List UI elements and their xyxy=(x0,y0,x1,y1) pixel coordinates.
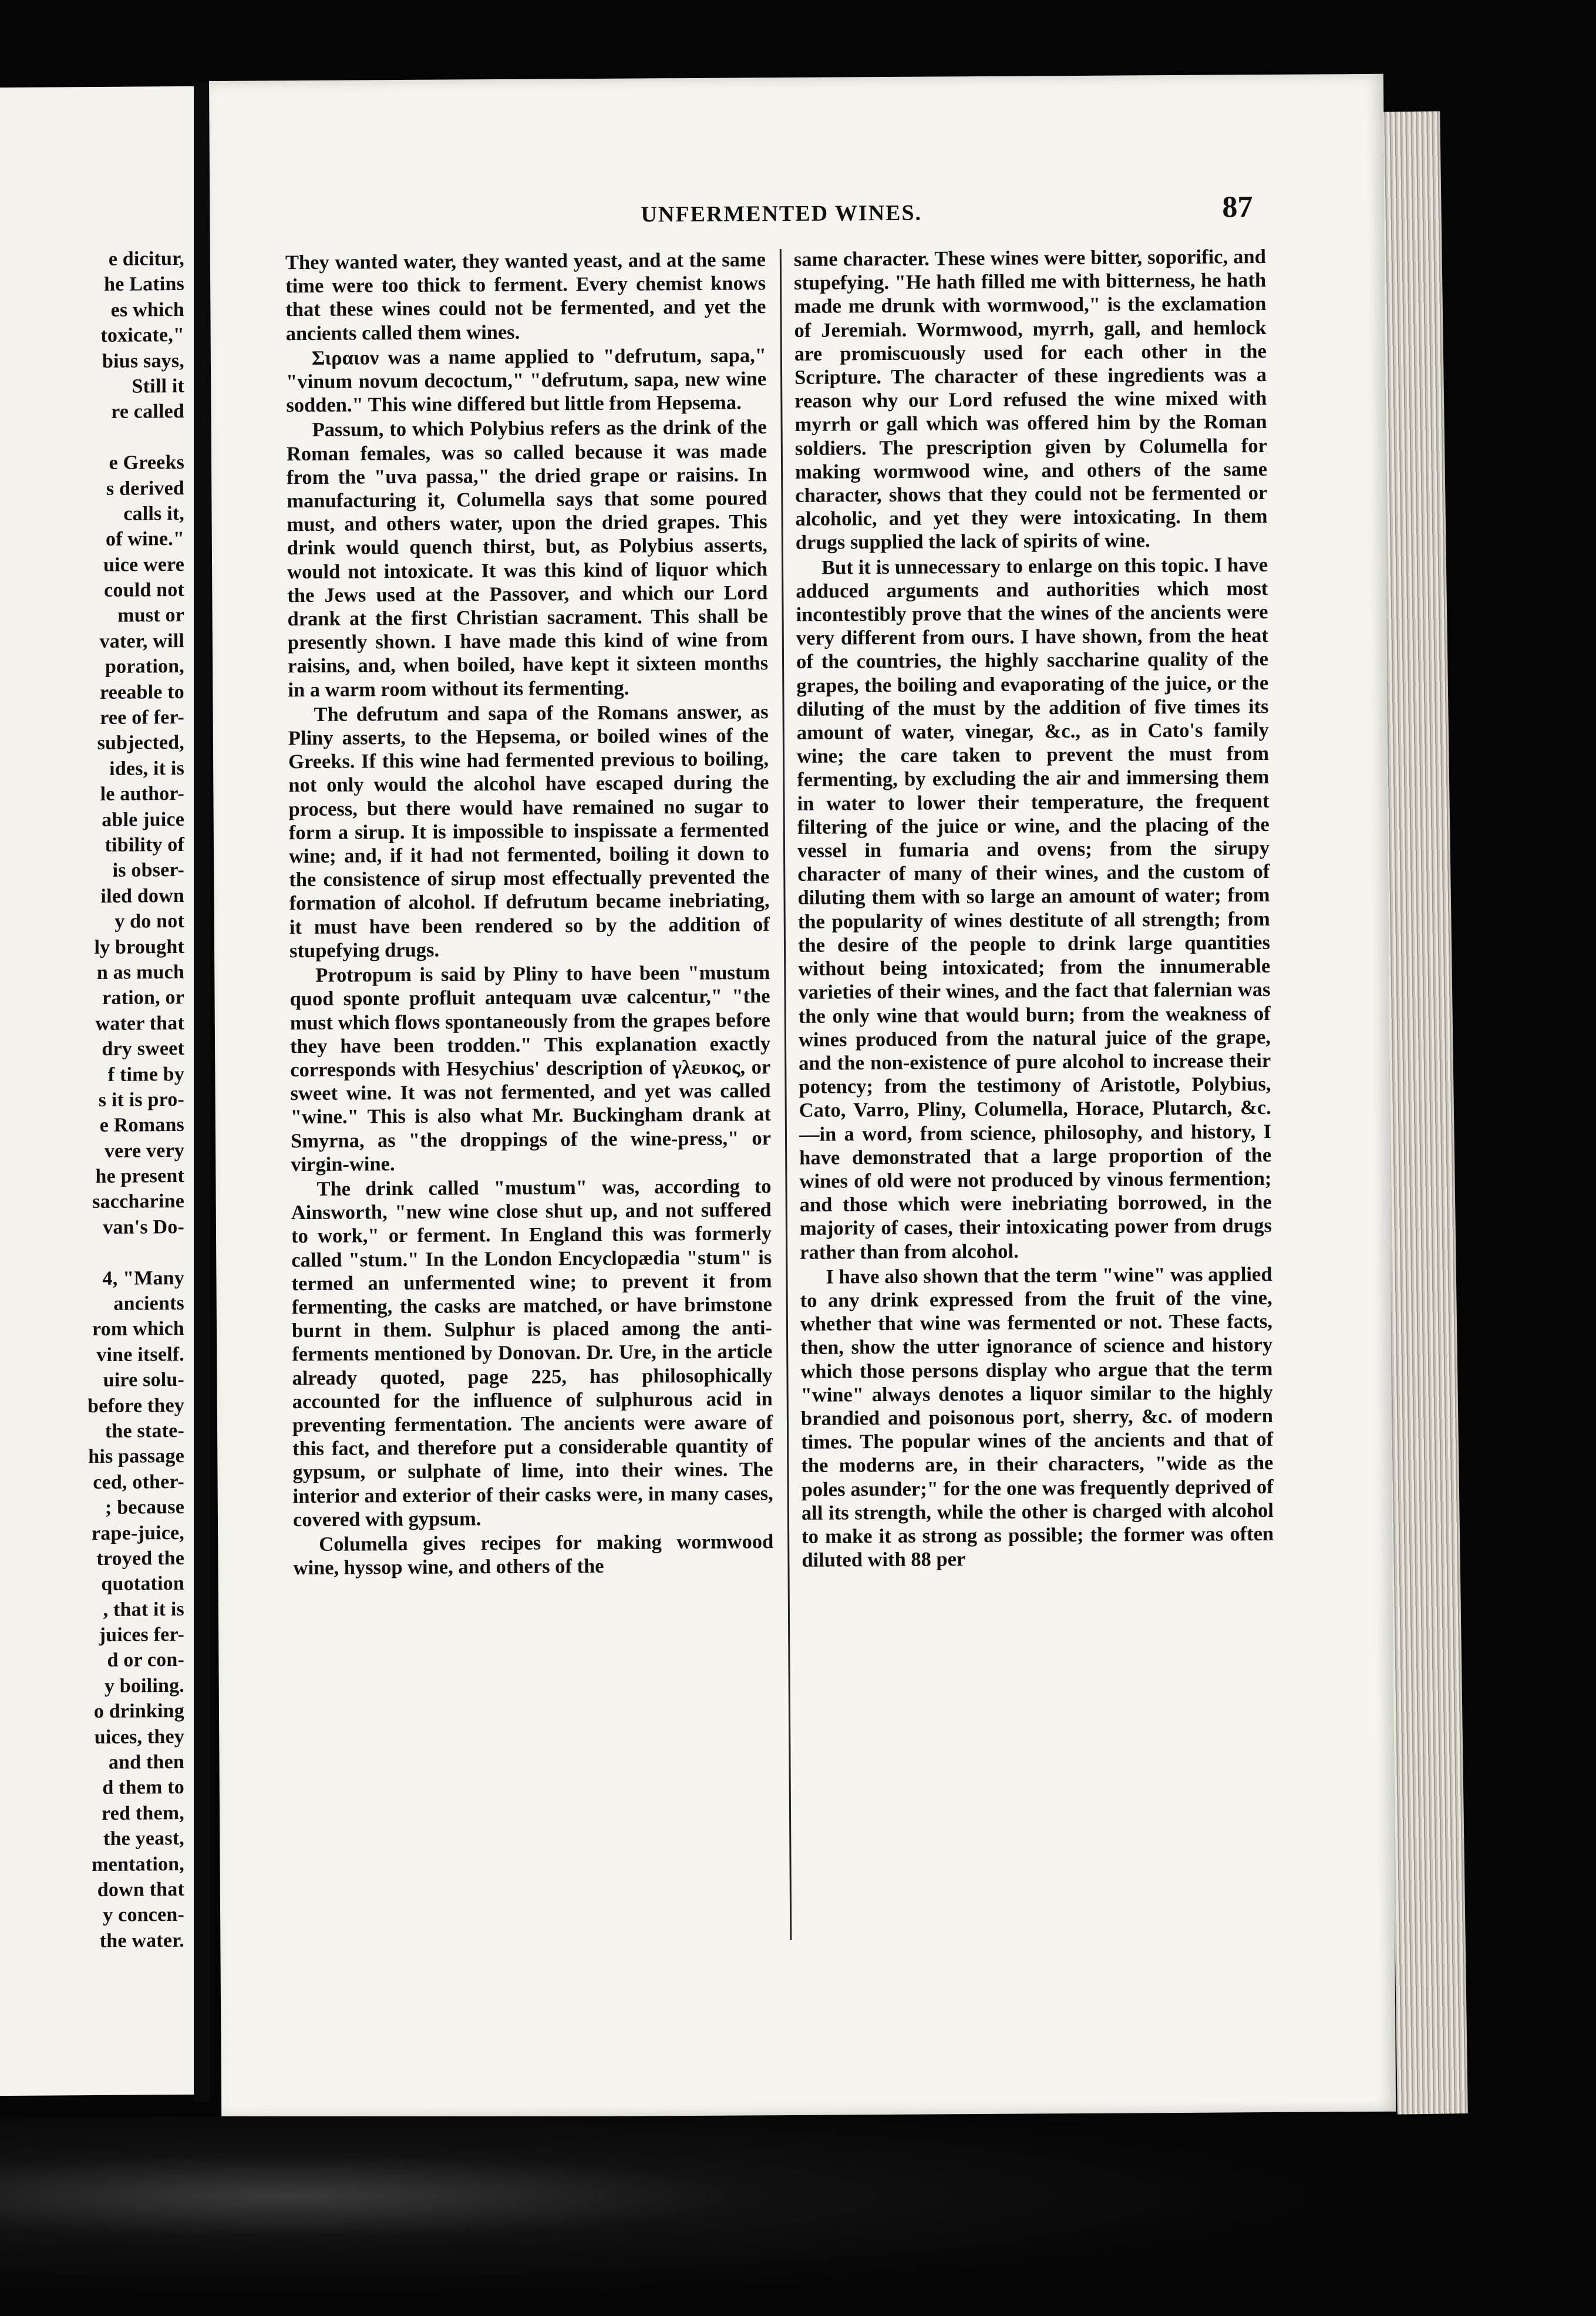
facing-page-line: re called xyxy=(111,400,184,423)
facing-page-line: bius says, xyxy=(102,349,184,372)
paragraph: same character. These wines were bitter, soporific, and stupefying. "He hath filled me with bitterness, he hath made me drunk with wormwood," is the exclamation of Jeremiah. Wormwood, myrrh, gall, and hemlock are promiscuously used for each other in the Scripture. The character of these ingredients was a reason why our Lord refused the wine mixed with myrrh or gall which was offered him by the Roman soldiers. The prescription given by Columella for making wormwood wine, and others of the same character, shows that they could not be fermented or alcoholic, and yet they were intoxicating. In them drugs supplied the lack of spirits of wine. xyxy=(793,245,1268,554)
paragraph: Protropum is said by Pliny to have been "mustum quod sponte profluit antequam uvæ calcentur," "the must which flows spontaneously from the grapes before they have been trodden." This explanation exactly corresponds with Hesychius' description of γλευκος, or sweet wine. It was not fermented, and yet was called "wine." This is also what Mr. Buckingham drank at Smyrna, as "the droppings of the wine-press," or virgin-wine. xyxy=(289,961,772,1176)
page-number: 87 xyxy=(1222,190,1253,224)
facing-page-line: toxicate," xyxy=(100,324,184,347)
facing-page-line: water that xyxy=(95,1012,184,1035)
facing-page-line: the yeast, xyxy=(103,1827,184,1850)
book-page xyxy=(209,74,1396,2119)
facing-page-line: s it is pro- xyxy=(98,1088,184,1111)
facing-page-line: his passage xyxy=(88,1445,184,1468)
facing-page-line: n as much xyxy=(96,961,184,984)
paragraph: They wanted water, they wanted yeast, and at the same time were too thick to ferment. Every chemist knows that these wines could not be fermented, and yet the ancients called them wines. xyxy=(285,248,766,345)
facing-page-line: iled down xyxy=(100,884,184,907)
facing-page-line: he Latins xyxy=(104,273,184,296)
facing-page-line: vine itself. xyxy=(96,1343,184,1366)
column-divider xyxy=(780,249,792,1940)
facing-page-line: quotation xyxy=(101,1573,184,1595)
facing-page-line: the state- xyxy=(105,1419,184,1442)
facing-page-line: van's Do- xyxy=(103,1216,184,1238)
facing-page-line: he present xyxy=(95,1165,184,1188)
facing-page-line: y boiling. xyxy=(104,1674,184,1697)
facing-page-fragment xyxy=(0,86,194,2096)
paragraph: Columella gives recipes for making wormwood wine, hyssop wine, and others of the xyxy=(293,1530,774,1580)
facing-page-line: , that it is xyxy=(103,1598,184,1621)
facing-page-line: e Greeks xyxy=(109,452,184,474)
facing-page-line: troyed the xyxy=(96,1547,184,1570)
page-header xyxy=(210,190,1267,240)
facing-page-line: le author- xyxy=(100,783,184,806)
paragraph: The drink called "mustum" was, according to Ainsworth, "new wine close shut up, and not suffered to work," or ferment. In England this was formerly called "stum." In the London Encyclopædia "stum" is termed an unfermented wine; to prevent it from fermenting, the casks are matched, or have brimstone burnt in them. Sulphur is placed among the anti-ferments mentioned by Donovan. Dr. Ure, in the article already quoted, page 225, has philosophically accounted for the influence of sulphurous acid in preventing fermentation. The ancients were aware of this fact, and therefore put a considerable quantity of gypsum, or sulphate of lime, into their wines. The interior and exterior of their casks were, in many cases, covered with gypsum. xyxy=(291,1175,773,1531)
facing-page-line: poration, xyxy=(105,655,184,678)
paragraph: The defrutum and sapa of the Romans answer, as Pliny asserts, to the Hepsema, or boiled wines of the Greeks. If this wine had fermented previous to boiling, not only would the alcohol have escaped during the process, but there would have remained no sugar to form a sirup. It is impossible to inspissate a fermented wine; and, if it had not fermented, boiling it down to the consistence of sirup most effectually prevented the formation of alcohol. If defrutum became inebriating, it must have been rendered so by the addition of stupefying drugs. xyxy=(288,701,770,962)
facing-page-line: e Romans xyxy=(99,1114,184,1137)
facing-page-line: rape-juice, xyxy=(92,1521,184,1544)
facing-page-line: e dicitur, xyxy=(108,247,184,270)
facing-page-line: of wine." xyxy=(106,528,184,551)
facing-page-line: ration, or xyxy=(102,987,184,1009)
facing-page-line: rom which xyxy=(92,1318,184,1341)
book-gutter xyxy=(194,82,210,2102)
facing-page-line: tibility of xyxy=(105,833,184,856)
paragraph: Passum, to which Polybius refers as the drink of the Roman females, was so called because it was made from the "uva passa," the dried grape or raisins. In manufacturing it, Columella says that some poured must, and others water, upon the dried grapes. This drink would quench thirst, but, as Polybius asserts, would not intoxicate. It was this kind of liquor which the Jews used at the Passover, and which our Lord drank at the first Christian sacrament. This shall be presently shown. I have made this kind of wine from raisins, and, when boiled, have kept it sixteen months in a warm room without its fermenting. xyxy=(286,416,769,701)
scan-background xyxy=(0,2116,1596,2316)
paragraph: I have also shown that the term "wine" was applied to any drink expressed from the fruit of the vine, whether that wine was fermented or not. These facts, then, show the utter ignorance of science and history which those persons display who argue that the term "wine" always denotes a liquor similar to the highly brandied and poisonous port, sherry, &c. of modern times. The popular wines of the ancients and that of the moderns are, in their characters, "wide as the poles asunder;" for the one was frequently deprived of all its strength, while the other is charged with alcohol to make it as strong as possible; the former was often diluted with 88 per xyxy=(800,1263,1274,1572)
facing-page-line: the water. xyxy=(99,1929,184,1952)
facing-page-line: d or con- xyxy=(107,1649,184,1672)
facing-page-line: y do not xyxy=(115,910,184,933)
facing-page-line: red them, xyxy=(102,1802,184,1824)
facing-page-line: vater, will xyxy=(99,630,184,652)
text-column-right xyxy=(794,245,1274,1572)
facing-page-line: uire solu- xyxy=(103,1369,184,1392)
facing-page-line: ced, other- xyxy=(93,1470,184,1493)
facing-page-line: subjected, xyxy=(97,732,184,755)
facing-page-line: Still it xyxy=(132,375,184,398)
facing-page-line: juices fer- xyxy=(99,1624,184,1647)
facing-page-line: ; because xyxy=(105,1496,184,1519)
facing-page-line: and then xyxy=(108,1751,184,1773)
facing-page-line: uice were xyxy=(103,553,184,576)
paragraph: But it is unnecessary to enlarge on this topic. I have adduced arguments and authorities which most incontestibly prove that the wines of the ancients were very different from ours. I have shown, from the heat of the countries, the highly saccharine quality of the grapes, the boiling and evaporating of the juice, or the diluting of the must by the addition of five times its amount of water, vinegar, &c., as in Cato's family wine; the care taken to prevent the must from fermenting, by excluding the air and immersing them in water to lower their temperature, the frequent filtering of the juice or wine, and the placing of the vessel in fumaria and ovens; from the sirupy character of many of their wines, and the custom of diluting them with so large an amount of water; from the popularity of wines destitute of all strength; from the desire of the people to drink large quantities without being intoxicated; from the innumerable varieties of their wines, and the fact that falernian was the only wine that would burn; from the weakness of wines produced from the natural juice of the grape, and the non-existence of pure alcohol to increase their potency; from the testimony of Aristotle, Polybius, Cato, Varro, Pliny, Columella, Horace, Plutarch, &c.—in a word, from science, philosophy, and history, I have demonstrated that a large proportion of the wines of old were not produced by vinous fermention; and those which were inebriating borrowed, in the majority of cases, their intoxicating power from drugs rather than from alcohol. xyxy=(796,553,1272,1264)
facing-page-line: reeable to xyxy=(100,681,184,703)
facing-page-line: dry sweet xyxy=(102,1038,184,1061)
facing-page-line xyxy=(0,1240,184,1267)
facing-page-line: ly brought xyxy=(94,935,184,958)
facing-page-line: uices, they xyxy=(94,1725,184,1748)
facing-page-line: is obser- xyxy=(112,859,184,882)
facing-page-line: vere very xyxy=(104,1139,184,1162)
facing-page-line: must or xyxy=(117,604,184,627)
facing-page-line: 4, "Many xyxy=(102,1267,184,1290)
facing-page-line: d them to xyxy=(102,1776,184,1799)
facing-page-line: saccharine xyxy=(92,1190,184,1213)
paragraph: Σιραιον was a name applied to "defrutum, sapa," "vinum novum decoctum," "defrutum, sapa, new wine sodden." This wine differed but little from Hepsema. xyxy=(286,344,767,417)
facing-page-line: able juice xyxy=(102,808,184,831)
facing-page-line xyxy=(0,425,184,452)
facing-page-line: could not xyxy=(104,579,184,601)
facing-page-line: mentation, xyxy=(92,1853,184,1876)
facing-page-line: down that xyxy=(97,1878,184,1901)
facing-page-line: s derived xyxy=(106,477,184,500)
facing-page-line: ree of fer- xyxy=(100,706,184,729)
facing-page-line: o drinking xyxy=(93,1700,184,1723)
facing-page-line: f time by xyxy=(107,1063,184,1086)
facing-page-line: ancients xyxy=(113,1292,184,1315)
facing-page-text xyxy=(0,246,184,1954)
text-column-left xyxy=(285,248,774,1580)
facing-page-line: before they xyxy=(87,1394,184,1417)
facing-page-line: es which xyxy=(110,298,184,321)
facing-page-line: ides, it is xyxy=(109,757,184,780)
facing-page-line: y concen- xyxy=(103,1904,184,1927)
running-head: UNFERMENTED WINES. xyxy=(641,200,922,227)
facing-page-line: calls it, xyxy=(123,502,184,525)
